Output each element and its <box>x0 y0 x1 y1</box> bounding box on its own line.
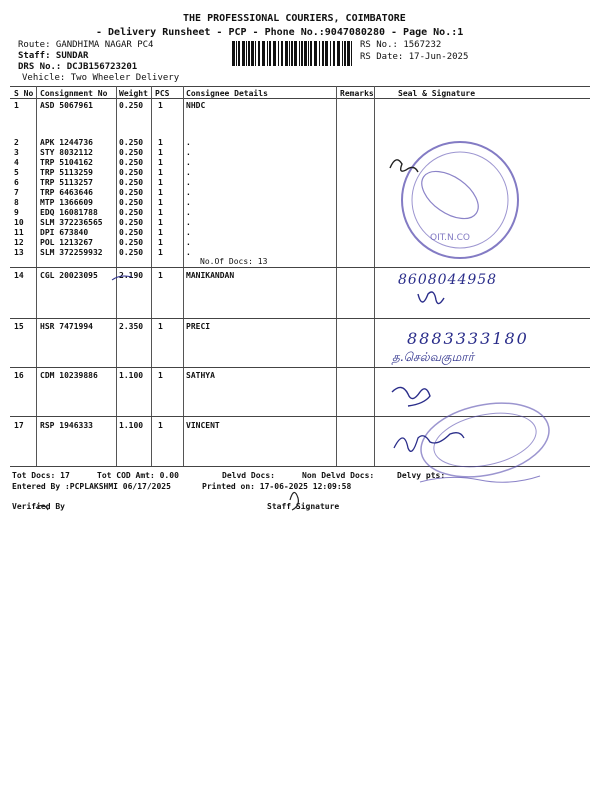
row-sno: 16 <box>14 371 24 380</box>
verified-by: Verified By <box>12 502 65 511</box>
row-consignee: NHDC <box>186 101 206 110</box>
verified-by-scribble <box>36 505 48 510</box>
row-consignment: TRP 5104162 <box>40 158 93 167</box>
delvy-pts: Delvy pts: <box>397 471 446 480</box>
row-weight: 0.250 <box>119 168 144 177</box>
handwritten-phone-15: 8883333180 <box>407 329 529 348</box>
col-pcs: PCS <box>155 89 170 98</box>
entered-by: Entered By :PCPLAKSHMI 06/17/2025 <box>12 482 171 491</box>
row-pcs: 1 <box>158 371 163 380</box>
row-consignee: . <box>186 138 191 147</box>
row-consignee: . <box>186 248 191 257</box>
signature-row14 <box>418 292 444 304</box>
tot-cod-amt: Tot COD Amt: 0.00 <box>97 471 179 480</box>
row-weight: 0.250 <box>119 188 144 197</box>
row-consignment: TRP 5113259 <box>40 168 93 177</box>
row-sno: 8 <box>14 198 19 207</box>
row-consignment: MTP 1366609 <box>40 198 93 207</box>
row-consignee: MANIKANDAN <box>186 271 235 280</box>
row-consignment: ASD 5067961 <box>40 101 93 110</box>
col-sno: S No <box>14 89 34 98</box>
row-weight: 1.100 <box>119 371 144 380</box>
row-consignee: . <box>186 158 191 167</box>
row-consignee: . <box>186 208 191 217</box>
rs-date: RS Date: 17-Jun-2025 <box>360 52 469 62</box>
row-sno: 4 <box>14 158 19 167</box>
row-weight: 0.250 <box>119 218 144 227</box>
row-consignee: VINCENT <box>186 421 220 430</box>
row-weight: 0.250 <box>119 101 144 110</box>
row-weight: 0.250 <box>119 208 144 217</box>
row-sno: 11 <box>14 228 24 237</box>
row-weight: 1.100 <box>119 421 144 430</box>
row-consignment: HSR 7471994 <box>40 322 93 331</box>
row-consignee: . <box>186 188 191 197</box>
tot-docs: Tot Docs: 17 <box>12 471 70 480</box>
row-weight: 0.250 <box>119 158 144 167</box>
row-consignment: STY 8032112 <box>40 148 93 157</box>
row-weight: 0.250 <box>119 228 144 237</box>
col-consignment: Consignment No <box>40 89 108 98</box>
weight-scribble <box>112 276 132 280</box>
row-consignee: SATHYA <box>186 371 215 380</box>
row-sno: 9 <box>14 208 19 217</box>
row-pcs: 1 <box>158 188 163 197</box>
row-weight: 0.250 <box>119 148 144 157</box>
row-sno: 7 <box>14 188 19 197</box>
row-pcs: 1 <box>158 421 163 430</box>
drs-number: DRS No.: DCJB156723201 <box>18 62 138 72</box>
row-consignee: . <box>186 218 191 227</box>
company-name: THE PROFESSIONAL COURIERS, COIMBATORE <box>183 13 406 24</box>
staff-signature: Staff Signature <box>267 502 340 511</box>
handwritten-tamil-name: த.செல்வகுமார் <box>392 350 474 364</box>
row-consignment: SLM 372236565 <box>40 218 103 227</box>
row-sno: 13 <box>14 248 24 257</box>
row-consignee: . <box>186 228 191 237</box>
row-consignment: SLM 372259932 <box>40 248 103 257</box>
row-consignee: . <box>186 148 191 157</box>
col-remarks: Remarks <box>340 89 374 98</box>
row-pcs: 1 <box>158 101 163 110</box>
row-weight: 0.250 <box>119 238 144 247</box>
row-pcs: 1 <box>158 178 163 187</box>
signature-row17 <box>394 433 464 452</box>
row-consignment: EDQ 16081788 <box>40 208 98 217</box>
staff: Staff: SUNDAR <box>18 51 89 61</box>
row-consignment: POL 1213267 <box>40 238 93 247</box>
row-consignment: TRP 5113257 <box>40 178 93 187</box>
no-of-docs: No.Of Docs: 13 <box>200 257 268 266</box>
row-sno: 5 <box>14 168 19 177</box>
row-weight: 2.350 <box>119 322 144 331</box>
row-consignment: APK 1244736 <box>40 138 93 147</box>
row-weight: 0.250 <box>119 178 144 187</box>
row-sno: 17 <box>14 421 24 430</box>
stamp-text <box>430 233 470 243</box>
row-pcs: 1 <box>158 168 163 177</box>
row-consignment: RSP 1946333 <box>40 421 93 430</box>
svg-text:OIT.N.CO: OIT.N.CO <box>430 233 470 243</box>
row-pcs: 1 <box>158 218 163 227</box>
stamp-row17 <box>414 392 556 487</box>
staff-signature-scribble <box>290 492 298 510</box>
row-consignee: . <box>186 168 191 177</box>
delvd-docs: Delvd Docs: <box>222 471 275 480</box>
row-weight: 0.250 <box>119 248 144 257</box>
row-sno: 10 <box>14 218 24 227</box>
row-sno: 12 <box>14 238 24 247</box>
row-consignment: TRP 6463646 <box>40 188 93 197</box>
row-sno: 15 <box>14 322 24 331</box>
row-pcs: 1 <box>158 138 163 147</box>
col-weight: Weight <box>119 89 148 98</box>
row-pcs: 1 <box>158 271 163 280</box>
row-sno: 6 <box>14 178 19 187</box>
row-consignee: . <box>186 238 191 247</box>
row-pcs: 1 <box>158 322 163 331</box>
route: Route: GANDHIMA NAGAR PC4 <box>18 40 154 50</box>
document-subtitle: - Delivery Runsheet - PCP - Phone No.:9047080280 - Page No.:1 <box>96 27 464 38</box>
printed-on: Printed on: 17-06-2025 12:09:58 <box>202 482 352 491</box>
handwritten-phone-14: 8608044958 <box>398 272 498 288</box>
row-consignee: . <box>186 178 191 187</box>
row-pcs: 1 <box>158 238 163 247</box>
row-pcs: 1 <box>158 158 163 167</box>
non-delvd-docs: Non Delvd Docs: <box>302 471 375 480</box>
row-weight: 2.190 <box>119 271 144 280</box>
row-consignment: CDM 10239886 <box>40 371 98 380</box>
row-pcs: 1 <box>158 198 163 207</box>
row-consignee: PRECI <box>186 322 211 331</box>
row-pcs: 1 <box>158 248 163 257</box>
signature-row16 <box>392 387 430 406</box>
col-consignee: Consignee Details <box>186 89 268 98</box>
row-sno: 3 <box>14 148 19 157</box>
row-consignment: DPI 673840 <box>40 228 89 237</box>
row-weight: 0.250 <box>119 138 144 147</box>
row-consignee: . <box>186 198 191 207</box>
row-pcs: 1 <box>158 208 163 217</box>
row-sno: 14 <box>14 271 24 280</box>
col-seal-signature: Seal & Signature <box>398 89 476 98</box>
row-weight: 0.250 <box>119 198 144 207</box>
row-consignment: CGL 20023095 <box>40 271 98 280</box>
row-sno: 1 <box>14 101 19 110</box>
row-pcs: 1 <box>158 228 163 237</box>
row-sno: 2 <box>14 138 19 147</box>
vehicle: Vehicle: Two Wheeler Delivery <box>22 73 180 83</box>
row-pcs: 1 <box>158 148 163 157</box>
rs-number: RS No.: 1567232 <box>360 40 442 50</box>
